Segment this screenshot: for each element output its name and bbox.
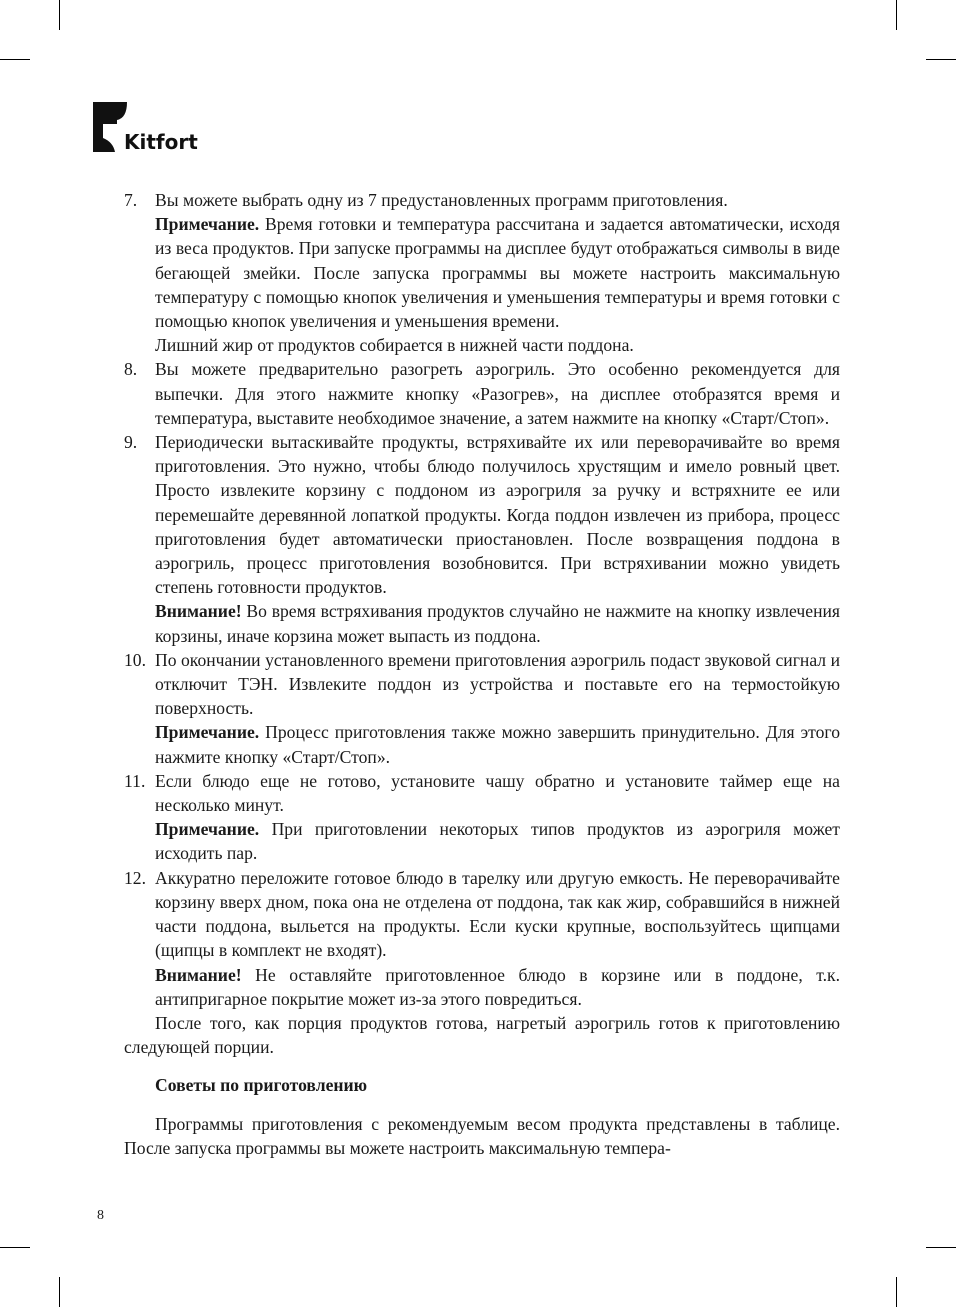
note-text: При приготовлении некоторых типов продуктов из аэрогриля может исходить пар. (155, 819, 840, 864)
brand-logo (91, 100, 211, 160)
note-text: Не оставляйте приготовленное блюдо в корзине или в поддоне, т.к. антипригарное покрытие может из-за этого повредиться. (155, 964, 840, 1009)
note-label: Примечание. (155, 214, 260, 235)
note-text: Процесс приготовления также можно завершить принудительно. Для этого нажмите кнопку «Старт/Стоп». (155, 722, 840, 767)
list-item-number: 9. (124, 432, 138, 453)
note-label: Примечание. (155, 722, 260, 743)
list-item-paragraph: Если блюдо еще не готово, установите чашу обратно и установите таймер еще на несколько минут. (155, 770, 840, 816)
crop-mark (0, 59, 30, 60)
closing-paragraph: После того, как порция продуктов готова, нагретый аэрогриль готов к приготовлению следующей порции. (124, 1012, 840, 1058)
list-item-paragraph (155, 817, 840, 865)
list-item (124, 769, 840, 866)
note-label: Внимание! (155, 964, 242, 985)
list-item-paragraph: Периодически вытаскивайте продукты, встряхивайте их или переворачивайте во время приготовления. Это нужно, чтобы блюдо получилось хрустящим и имело ровный цвет. Просто извлеките корзину с поддоном из аэрогриля за ручку и встряхните ее или перемешайте деревянной лопаткой продукты. Когда поддон извлечен из прибора, процесс приготовления будет автоматически приостановлен. После возвращения поддона в аэрогриль, процесс приготовления возобновится. При встряхивании можно увидеть степень готовности продуктов. (155, 432, 840, 598)
list-item (124, 357, 840, 430)
note-text: Во время встряхивания продуктов случайно не нажмите на кнопку извлечения корзины, иначе корзина может выпасть из поддона. (155, 601, 840, 646)
list-item-paragraph: По окончании установленного времени приготовления аэрогриль подаст звуковой сигнал и отключит ТЭН. Извлеките поддон из устройства и поставьте его на термостойкую поверхность. (155, 649, 840, 719)
list-item-number: 7. (124, 190, 138, 210)
crop-mark (896, 0, 897, 30)
list-item (124, 866, 840, 1011)
list-item-paragraph: Лишний жир от продуктов собирается в нижней части поддона. (155, 335, 634, 356)
list-item-paragraph (155, 720, 840, 768)
list-item (124, 648, 840, 769)
list-item (124, 188, 840, 357)
document-body (124, 188, 840, 1160)
list-item (124, 430, 840, 648)
page-number: 8 (97, 1208, 104, 1223)
note-label: Внимание! (155, 601, 242, 622)
section-paragraph: Программы приготовления с рекомендуемым весом продукта представлены в таблице. После запуска программы вы можете настроить максимальную темпера- (124, 1113, 840, 1158)
list-item-number: 12. (124, 867, 146, 888)
list-item-number: 11. (124, 770, 146, 791)
list-item-paragraph: Аккуратно переложите готовое блюдо в тарелку или другую емкость. Не переворачивайте корзину вверх дном, пока она не отделена от поддона, так как жир, собравшийся в нижней части поддона, выльется на продукты. Если куски крупные, воспользуйтесь щипцами (щипцы в комплект не входят). (155, 867, 840, 961)
note-label: Примечание. (155, 819, 260, 840)
logo-text: Kitfort (124, 130, 198, 154)
list-item-paragraph (155, 599, 840, 647)
list-item-paragraph (155, 212, 840, 333)
crop-mark (926, 1247, 956, 1248)
crop-mark (59, 1277, 60, 1307)
list-item-paragraph (155, 963, 840, 1011)
crop-mark (0, 1247, 30, 1248)
list-item-number: 10. (124, 649, 146, 670)
section-heading: Советы по приготовлению (155, 1075, 368, 1096)
crop-mark (926, 59, 956, 60)
crop-mark (59, 0, 60, 30)
crop-mark (896, 1277, 897, 1307)
list-item-paragraph: Вы можете предварительно разогреть аэрогриль. Это особенно рекомендуется для выпечки. Для этого нажмите кнопку «Разогрев», на дисплее отобразятся время и температура, выставите необходимое значение, а затем нажмите на кнопку «Старт/Стоп». (155, 359, 840, 428)
list-item-number: 8. (124, 359, 138, 380)
note-text: Время готовки и температура рассчитана и задается автоматически, исходя из веса продуктов. При запуске программы на дисплее будут отображаться символы в виде бегающей змейки. После запуска программы вы можете настроить максимальную температуру с помощью кнопок увеличения и уменьшения температуры и время готовки с помощью кнопок увеличения и уменьшения времени. (155, 214, 840, 332)
list-item-paragraph: Вы можете выбрать одну из 7 предустановленных программ приготовления. (155, 190, 728, 210)
